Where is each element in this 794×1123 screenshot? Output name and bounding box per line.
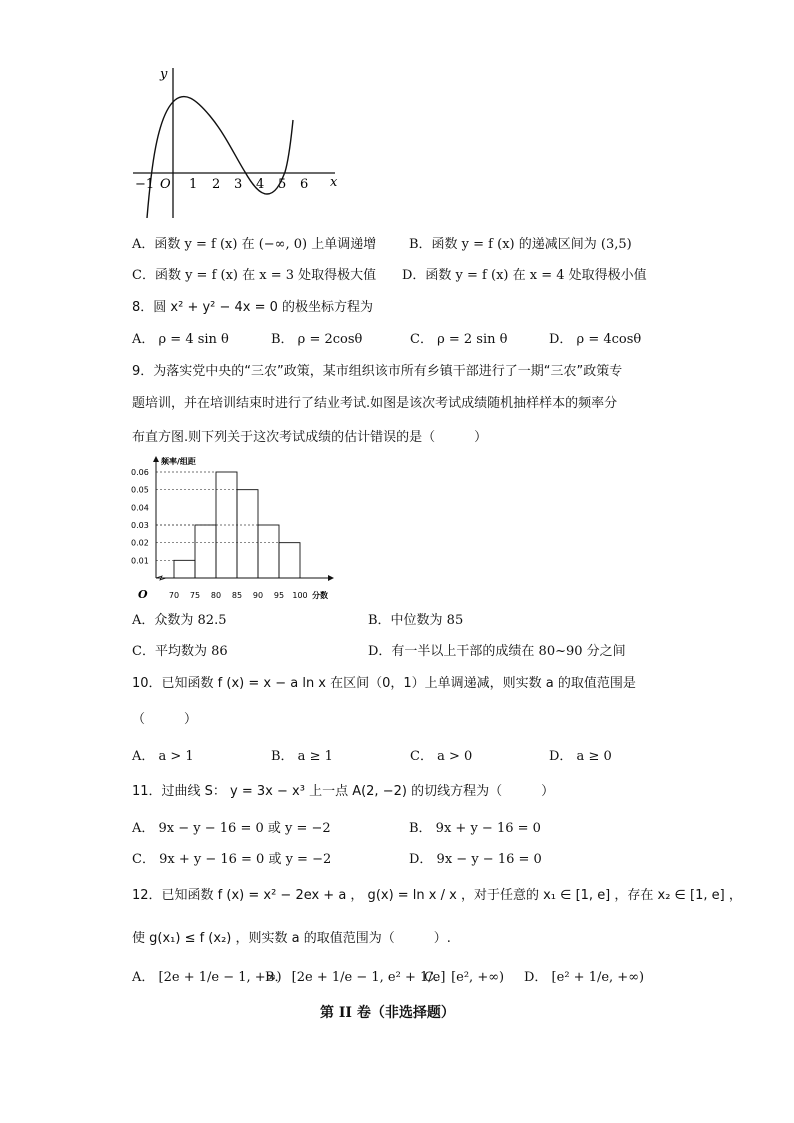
q7-option-b: B．函数 y = f (x) 的递减区间为 (3,5) (409, 237, 632, 252)
hist-bar (258, 525, 279, 578)
section-title: 第 II 卷（非选择题） (320, 1005, 455, 1021)
q11-stem: 11．过曲线 S： y = 3x − x³ 上一点 A(2, −2) 的切线方程为（ ） (132, 784, 555, 799)
minus-one-label: −1 (135, 177, 155, 192)
q10-stem: 10．已知函数 f (x) = x − a ln x 在区间（0，1）上单调递减，则实数 a 的取值范围是 (132, 676, 636, 691)
q12-option-d: D． [e² + 1/e, +∞) (524, 970, 645, 985)
q12-stem: 12．已知函数 f (x) = x² − 2ex + a ， g(x) = ln x / x ，对于任意的 x₁ ∈ [1, e] ，存在 x₂ ∈ [1, e] ， (132, 888, 742, 903)
q9-stem-line2: 题培训，并在培训结束时进行了结业考试.如图是该次考试成绩随机抽样样本的频率分 (132, 396, 618, 411)
x-axis-label: x (330, 175, 338, 190)
q9-stem-line1: 9．为落实党中央的“三农”政策，某市组织该市所有乡镇干部进行了一期“三农”政策专 (132, 364, 623, 379)
hist-x-arrow (328, 575, 334, 581)
hist-y-tick-label: 0.05 (131, 485, 149, 495)
hist-y-arrow (153, 456, 159, 462)
q12-stem-line2: 使 g(x₁) ≤ f (x₂) ，则实数 a 的取值范围为（ ）. (132, 931, 451, 946)
q9-option-c: C．平均数为 86 (132, 644, 228, 659)
q9-option-d: D．有一半以上干部的成绩在 80~90 分之间 (368, 644, 626, 659)
hist-x-tick-label: 80 (210, 591, 222, 600)
hist-bar (279, 543, 300, 578)
hist-y-tick-label: 0.02 (131, 538, 149, 548)
x-tick-label: 1 (189, 177, 198, 192)
q12-option-a: A． [2e + 1/e − 1, +∞) (132, 970, 282, 985)
hist-bar (195, 525, 216, 578)
hist-y-tick-label: 0.04 (131, 503, 149, 513)
hist-x-tick-label: 85 (231, 591, 243, 600)
x-tick-label: 3 (234, 177, 243, 192)
q7-option-d: D．函数 y = f (x) 在 x = 4 处取得极小值 (402, 268, 647, 283)
origin-label: O (160, 177, 171, 192)
q11-option-d: D． 9x − y − 16 = 0 (409, 852, 542, 867)
hist-x-tick-label: 95 (273, 591, 285, 600)
hist-y-label: 频率/组距 (161, 457, 196, 466)
function-curve (147, 97, 293, 218)
hist-y-tick-label: 0.01 (131, 556, 149, 566)
q12-option-b: B． [2e + 1/e − 1, e² + 1/e] (265, 970, 446, 985)
q9-stem-line3: 布直方图.则下列关于这次考试成绩的估计错误的是（ ） (132, 430, 488, 445)
q8-option-a: A． ρ = 4 sin θ (132, 332, 229, 347)
hist-y-tick-label: 0.06 (131, 468, 149, 477)
q7-option-c: C．函数 y = f (x) 在 x = 3 处取得极大值 (132, 268, 377, 283)
q12-option-c: C． [e², +∞) (424, 970, 505, 985)
q8-stem: 8．圆 x² + y² − 4x = 0 的极坐标方程为 (132, 300, 374, 315)
q10-option-c: C． a > 0 (410, 749, 473, 764)
hist-bar (237, 490, 258, 578)
x-tick-label: 4 (256, 177, 265, 192)
hist-bar (174, 560, 195, 578)
q11-option-b: B． 9x + y − 16 = 0 (409, 821, 541, 836)
function-graph (125, 60, 355, 225)
hist-y-tick-label: 0.03 (131, 521, 149, 530)
q11-option-a: A． 9x − y − 16 = 0 或 y = −2 (132, 821, 331, 836)
hist-x-label: 分数 (312, 591, 328, 600)
q10-option-d: D． a ≥ 0 (549, 749, 612, 764)
x-tick-label: 6 (300, 177, 309, 192)
q7-option-a: A．函数 y = f (x) 在 (−∞, 0) 上单调递增 (132, 237, 377, 252)
q10-option-a: A． a > 1 (132, 749, 194, 764)
q10-paren: （ ） (132, 712, 198, 727)
x-tick-label: 5 (278, 177, 287, 192)
q8-option-d: D． ρ = 4cosθ (549, 332, 642, 347)
q8-option-c: C． ρ = 2 sin θ (410, 332, 508, 347)
hist-x-tick-label: 75 (189, 591, 201, 600)
frequency-histogram (128, 454, 348, 604)
q9-option-a: A．众数为 82.5 (132, 613, 227, 628)
q8-option-b: B． ρ = 2cosθ (271, 332, 363, 347)
x-tick-label: 2 (212, 177, 221, 192)
q11-option-c: C． 9x + y − 16 = 0 或 y = −2 (132, 852, 332, 867)
y-axis-label: y (160, 67, 168, 82)
hist-x-tick-label: 90 (252, 591, 264, 600)
hist-origin: O (138, 588, 148, 601)
q10-option-b: B． a ≥ 1 (271, 749, 333, 764)
q9-option-b: B．中位数为 85 (368, 613, 464, 628)
hist-x-tick-label: 100 (292, 591, 308, 600)
hist-x-tick-label: 70 (168, 591, 180, 600)
